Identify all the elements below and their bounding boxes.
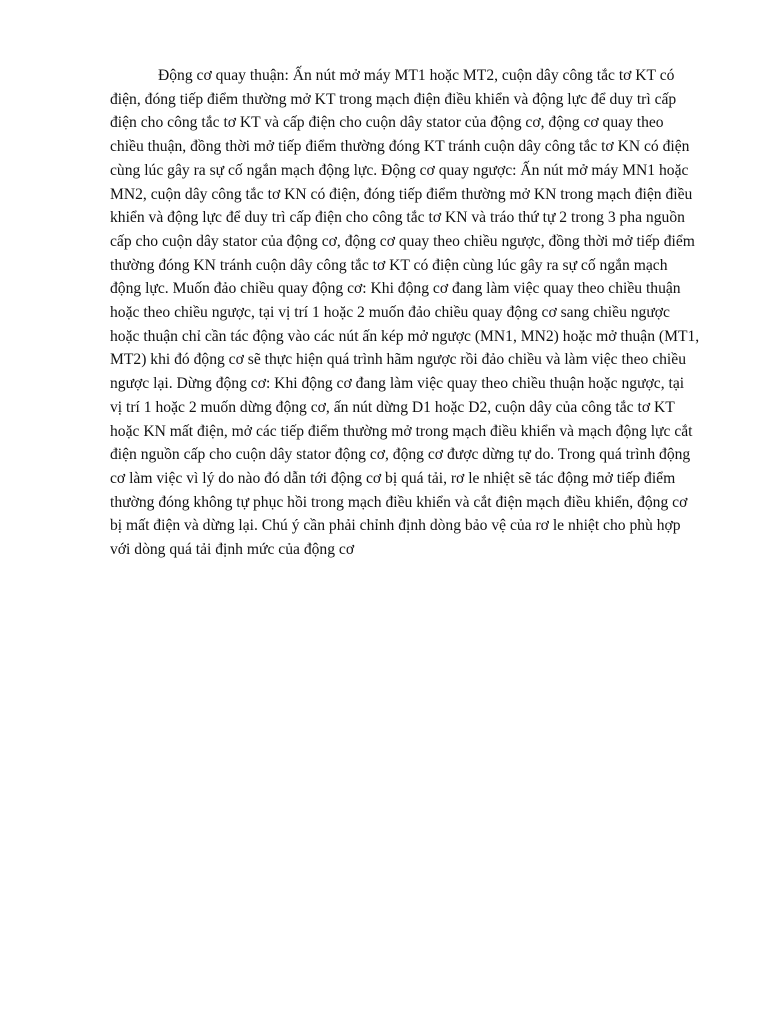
body-paragraph: Động cơ quay thuận: Ấn nút mở máy MT1 hoặc MT2, cuộn dây công tắc tơ KT có điện, đóng tiếp điểm thường mở KT trong mạch điện điều khiển và động lực để duy trì cấp điện cho công tắc tơ KT và cấp điện cho cuộn dây stator của động cơ, động cơ quay theo chiều thuận, đồng thời mở tiếp điểm thường đóng KT tránh cuộn dây công tắc tơ KN có điện cùng lúc gây ra sự cố ngắn mạch động lực. Động cơ quay ngược: Ấn nút mở máy MN1 hoặc MN2, cuộn dây công tắc tơ KN có điện, đóng tiếp điểm thường mở KN trong mạch điện điều khiển và động lực để duy trì cấp điện cho công tắc tơ KN và tráo thứ tự 2 trong 3 pha nguồn cấp cho cuộn dây stator của động cơ, động cơ quay theo chiều ngược, đồng thời mở tiếp điểm thường đóng KN tránh cuộn dây công tắc tơ KT có điện cùng lúc gây ra sự cố ngắn mạch động lực. Muốn đảo chiều quay động cơ: Khi động cơ đang làm việc quay theo chiều thuận hoặc theo chiều ngược, tại vị trí 1 hoặc 2 muốn đảo chiều quay động cơ sang chiều ngược hoặc thuận chỉ cần tác động vào các nút ấn kép mở ngược (MN1, MN2) hoặc mở thuận (MT1, MT2) khi đó động cơ sẽ thực hiện quá trình hãm ngược rồi đảo chiều và làm việc theo chiều ngược lại. Dừng động cơ: Khi động cơ đang làm việc quay theo chiều thuận hoặc ngược, tại vị trí 1 hoặc 2 muốn dừng động cơ, ấn nút dừng D1 hoặc D2, cuộn dây của công tắc tơ KT hoặc KN mất điện, mở các tiếp điểm thường mở trong mạch điều khiển và mạch động lực cắt điện nguồn cấp cho cuộn dây stator động cơ, động cơ được dừng tự do. Trong quá trình động cơ làm việc vì lý do nào đó dẫn tới động cơ bị quá tải, rơ le nhiệt sẽ tác động mở tiếp điểm thường đóng không tự phục hồi trong mạch điều khiển và cắt điện mạch điều khiển, động cơ bị mất điện và dừng lại. Chú ý cần phải chỉnh định dòng bảo vệ của rơ le nhiệt cho phù hợp với dòng quá tải định mức của động cơ [110,67,700,559]
